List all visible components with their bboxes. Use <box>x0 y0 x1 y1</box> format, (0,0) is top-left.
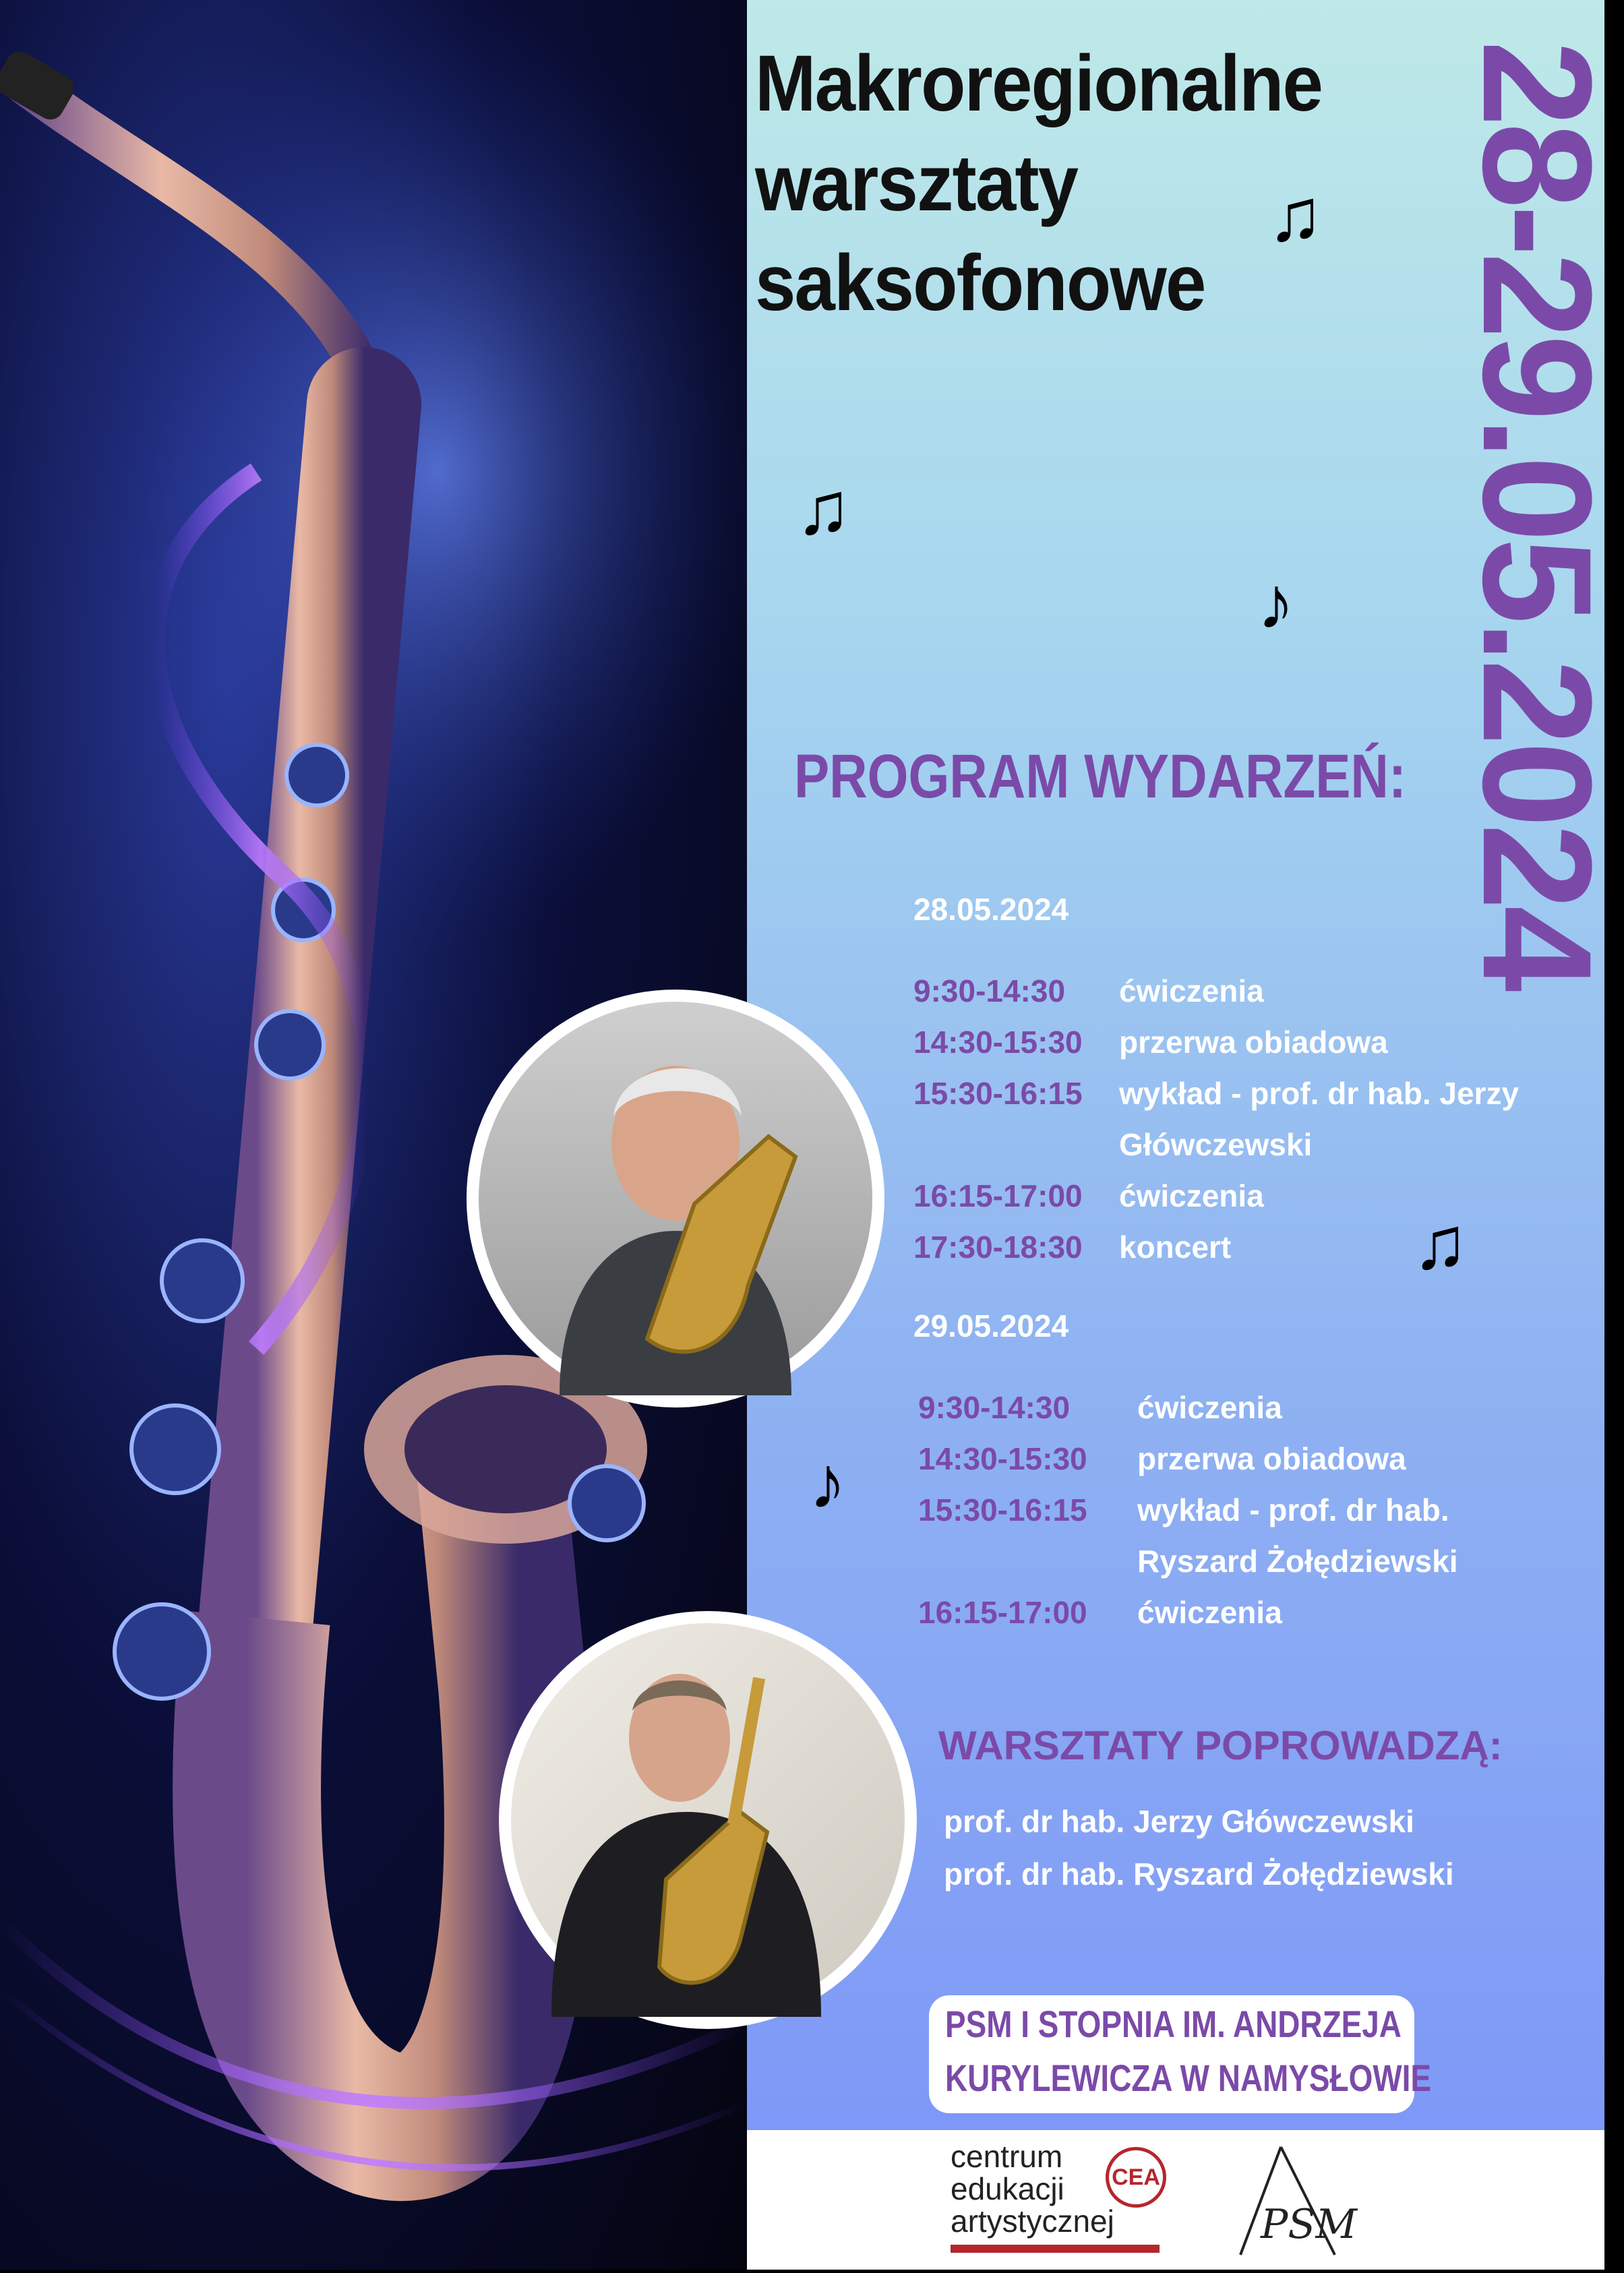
program-title: PROGRAM WYDARZEŃ: <box>794 742 1406 811</box>
cea-underline <box>951 2245 1160 2253</box>
schedule-time: 14:30-15:30 <box>913 1025 1083 1060</box>
music-note-icon: ♫ <box>1412 1202 1468 1285</box>
logo-band <box>747 2130 1604 2270</box>
schedule-time: 16:15-17:00 <box>913 1178 1083 1213</box>
schedule-desc: przerwa obiadowa <box>1119 1025 1388 1060</box>
schedule-desc: ćwiczenia <box>1137 1595 1282 1630</box>
day2-date: 29.05.2024 <box>913 1308 1069 1343</box>
schedule-desc: ćwiczenia <box>1119 1178 1264 1213</box>
schedule-desc: wykład - prof. dr hab. <box>1137 1492 1449 1527</box>
schedule-desc: przerwa obiadowa <box>1137 1441 1406 1476</box>
title-line-2: warsztaty <box>755 139 1078 228</box>
schedule-time: 14:30-15:30 <box>918 1441 1087 1476</box>
schedule-time: 9:30-14:30 <box>918 1390 1071 1425</box>
cea-logo-line: artystycznej <box>951 2204 1114 2239</box>
cea-logo-line: edukacji <box>951 2171 1064 2206</box>
portrait-photo <box>511 1623 905 2017</box>
title-line-3: saksofonowe <box>755 239 1205 328</box>
psm-logo <box>1227 2140 1357 2262</box>
schedule-desc: Główczewski <box>1119 1127 1313 1162</box>
school-name-line-2: KURYLEWICZA W NAMYSŁOWIE <box>945 2057 1432 2099</box>
cea-logo <box>951 2140 1173 2262</box>
schedule-desc: ćwiczenia <box>1137 1390 1282 1425</box>
leader-name: prof. dr hab. Ryszard Żołędziewski <box>944 1856 1454 1891</box>
cea-logo-line: centrum <box>951 2139 1063 2174</box>
cea-mark: CEA <box>1106 2147 1166 2208</box>
schedule-time: 16:15-17:00 <box>918 1595 1087 1630</box>
schedule-time: 15:30-16:15 <box>913 1076 1083 1111</box>
music-note-icon: ♪ <box>809 1441 846 1524</box>
schedule-time: 15:30-16:15 <box>918 1492 1087 1527</box>
portrait-photo <box>479 1002 872 1395</box>
event-title <box>755 34 1429 333</box>
psm-mark: PSM <box>1261 2201 1357 2248</box>
schedule-desc: koncert <box>1119 1230 1232 1265</box>
day1-date: 28.05.2024 <box>913 892 1069 927</box>
schedule-desc: Ryszard Żołędziewski <box>1137 1544 1458 1579</box>
title-line-1: Makroregionalne <box>755 39 1323 128</box>
event-date: 28-29.05.2024 <box>1451 40 1624 988</box>
music-note-icon: ♫ <box>795 467 851 550</box>
event-date-vertical <box>1429 40 1624 1052</box>
leader-name: prof. dr hab. Jerzy Główczewski <box>944 1804 1414 1839</box>
schedule-desc: ćwiczenia <box>1119 973 1264 1008</box>
schedule-desc: wykład - prof. dr hab. Jerzy <box>1119 1076 1520 1111</box>
leaders-title: WARSZTATY POPROWADZĄ: <box>938 1723 1503 1768</box>
music-note-icon: ♫ <box>1267 174 1323 257</box>
portrait-ryszard-zoledziewski <box>499 1611 917 2029</box>
portrait-jerzy-glowczewski <box>467 990 884 1407</box>
schedule-time: 9:30-14:30 <box>913 973 1066 1008</box>
school-name-line-1: PSM I STOPNIA IM. ANDRZEJA <box>945 2003 1402 2045</box>
schedule-time: 17:30-18:30 <box>913 1230 1083 1265</box>
music-note-icon: ♪ <box>1257 562 1294 644</box>
school-name-box <box>929 1995 1432 2113</box>
